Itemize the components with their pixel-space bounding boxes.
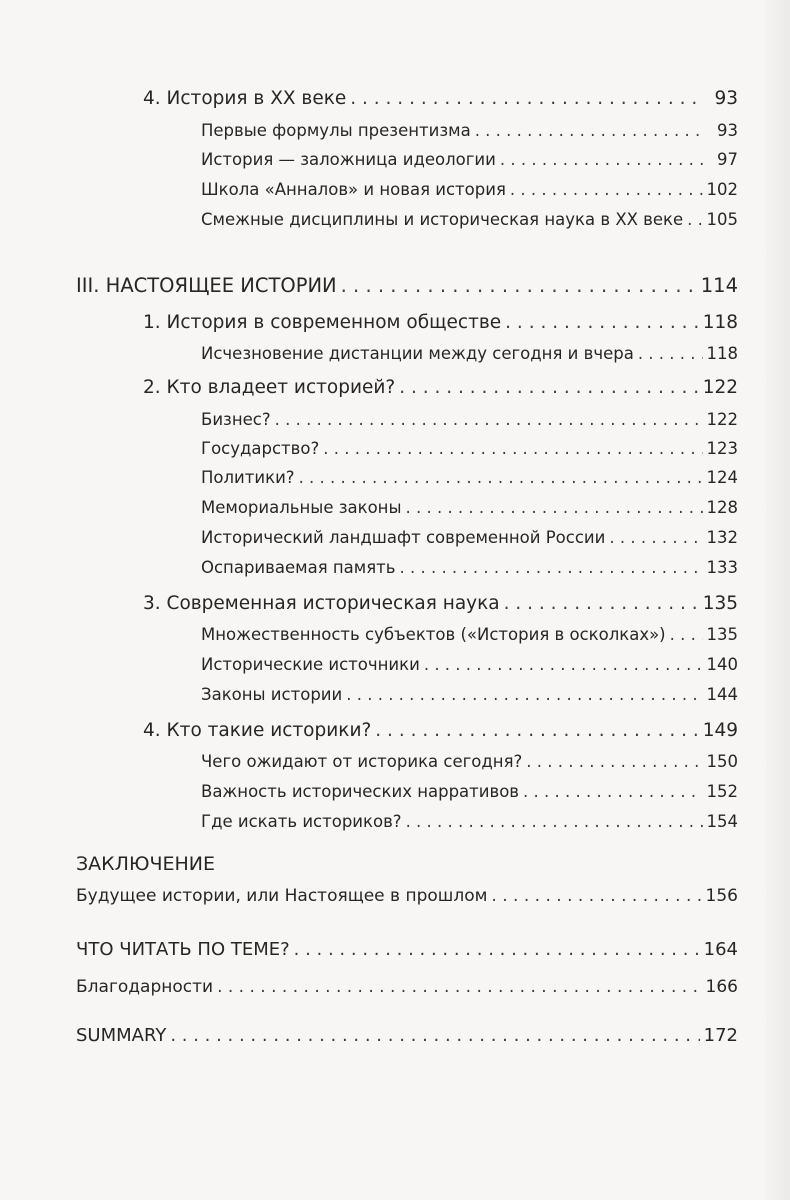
dot-leader [505,312,699,333]
toc-entry-title: История — заложница идеологии [201,150,496,169]
toc-entry-title: Где искать историков? [201,812,402,831]
dot-leader [323,439,702,458]
toc-entry-page: 152 [706,782,738,801]
toc-entry-section[interactable] [201,558,738,577]
toc-entry-title: 2. Кто владеет историей? [143,377,396,398]
dot-leader [687,210,702,229]
toc-entry-title: Исчезновение дистанции между сегодня и вчера [201,344,634,363]
toc-entry-section[interactable] [201,180,738,199]
dot-leader [294,939,700,960]
toc-entry-title: Оспариваемая память [201,558,396,577]
toc-heading-conclusion: ЗАКЛЮЧЕНИЕ [76,853,216,875]
toc-entry-section[interactable] [201,625,738,644]
page-edge-shadow [766,0,790,1200]
toc-entry-section[interactable] [201,150,738,169]
toc-entry-page: 118 [702,312,738,333]
toc-entry-chapter-2[interactable] [143,377,738,398]
toc-entry-page: 124 [706,468,738,487]
toc-entry-title: SUMMARY [76,1025,167,1046]
toc-entry-title: 1. История в современном обществе [143,312,502,333]
toc-entry-page: 114 [700,274,738,297]
toc-entry-title: Первые формулы презентизма [201,121,471,140]
dot-leader [170,1025,699,1046]
dot-leader [510,180,703,199]
toc-entry-page: 164 [703,939,738,960]
dot-leader [406,812,703,831]
toc-entry-title: Политики? [201,468,295,487]
dot-leader [526,752,702,771]
dot-leader [638,344,703,363]
toc-entry-section[interactable] [201,685,738,704]
toc-entry-title: Множественность субъектов («История в осколках») [201,625,666,644]
toc-entry-page: 149 [702,720,738,741]
toc-entry-section[interactable] [201,121,738,140]
dot-leader [500,150,704,169]
toc-entry-title: 3. Современная историческая наука [143,593,500,614]
dot-leader [475,121,704,140]
toc-entry-page: 123 [706,439,738,458]
toc-entry-section[interactable] [201,655,738,674]
toc-entry-section[interactable] [201,410,738,429]
dot-leader [399,558,702,577]
dot-leader [346,685,702,704]
toc-entry-title: Бизнес? [201,410,271,429]
toc-entry-title: Важность исторических нарративов [201,782,520,801]
toc-entry-page: 156 [705,886,738,906]
toc-entry-title: 4. Кто такие историки? [143,720,372,741]
toc-entry-section[interactable] [201,498,738,517]
toc-entry-section[interactable] [201,528,738,547]
toc-entry-page: 150 [706,752,738,771]
toc-entry-page: 133 [706,558,738,577]
toc-entry-page: 122 [702,377,738,398]
toc-entry-section[interactable] [201,210,738,229]
toc-entry-title: III. НАСТОЯЩЕЕ ИСТОРИИ [76,274,337,297]
toc-entry-title: Смежные дисциплины и историческая наука в XX веке [201,210,684,229]
toc-entry-summary[interactable] [76,1025,738,1046]
dot-leader [491,886,701,906]
dot-leader [217,977,701,997]
toc-entry-further-reading[interactable] [76,939,738,960]
toc-entry-section[interactable] [201,752,738,771]
dot-leader [275,410,703,429]
dot-leader [504,593,699,614]
toc-entry-page: 135 [706,625,738,644]
toc-entry-acknowledgements[interactable] [76,977,738,997]
dot-leader [341,274,697,297]
toc-entry-page: 128 [706,498,738,517]
toc-entry-part-3[interactable] [76,274,738,297]
dot-leader [609,528,702,547]
toc-entry-page: 166 [705,977,738,997]
toc-entry-page: 172 [703,1025,738,1046]
dot-leader [405,498,702,517]
toc-entry-chapter-1[interactable] [143,312,738,333]
toc-entry-chapter-4[interactable] [143,720,738,741]
toc-entry-chapter-4-history-20th-century[interactable] [143,88,738,109]
toc-entry-page: 118 [706,344,738,363]
toc-entry-section[interactable] [201,468,738,487]
toc-entry-conclusion[interactable] [76,886,738,906]
toc-entry-section[interactable] [201,782,738,801]
toc-entry-page: 93 [717,121,738,140]
toc-entry-page: 122 [706,410,738,429]
toc-entry-title: Благодарности [76,977,214,997]
toc-entry-page: 140 [706,655,738,674]
toc-entry-title: Законы истории [201,685,343,704]
toc-entry-title: Исторический ландшафт современной России [201,528,606,547]
toc-entry-title: ЧТО ЧИТАТЬ ПО ТЕМЕ? [76,939,290,960]
dot-leader [299,468,703,487]
toc-entry-page: 93 [714,88,738,109]
toc-entry-title: Будущее истории, или Настоящее в прошлом [76,886,488,906]
toc-entry-section[interactable] [201,812,738,831]
toc-entry-section[interactable] [201,344,738,363]
dot-leader [399,377,698,398]
toc-entry-page: 105 [706,210,738,229]
toc-entry-page: 135 [702,593,738,614]
dot-leader [350,88,704,109]
dot-leader [523,782,702,801]
dot-leader [670,625,703,644]
dot-leader [375,720,698,741]
toc-entry-page: 102 [706,180,738,199]
toc-entry-page: 132 [706,528,738,547]
toc-entry-page: 144 [706,685,738,704]
toc-entry-page: 97 [717,150,738,169]
toc-entry-chapter-3[interactable] [143,593,738,614]
toc-entry-section[interactable] [201,439,738,458]
dot-leader [424,655,703,674]
toc-entry-title: 4. История в XX веке [143,88,347,109]
toc-entry-title: Чего ожидают от историка сегодня? [201,752,523,771]
toc-entry-title: Мемориальные законы [201,498,402,517]
toc-entry-title: Государство? [201,439,320,458]
toc-entry-title: Исторические источники [201,655,420,674]
toc-entry-page: 154 [706,812,738,831]
toc-entry-title: Школа «Анналов» и новая история [201,180,506,199]
